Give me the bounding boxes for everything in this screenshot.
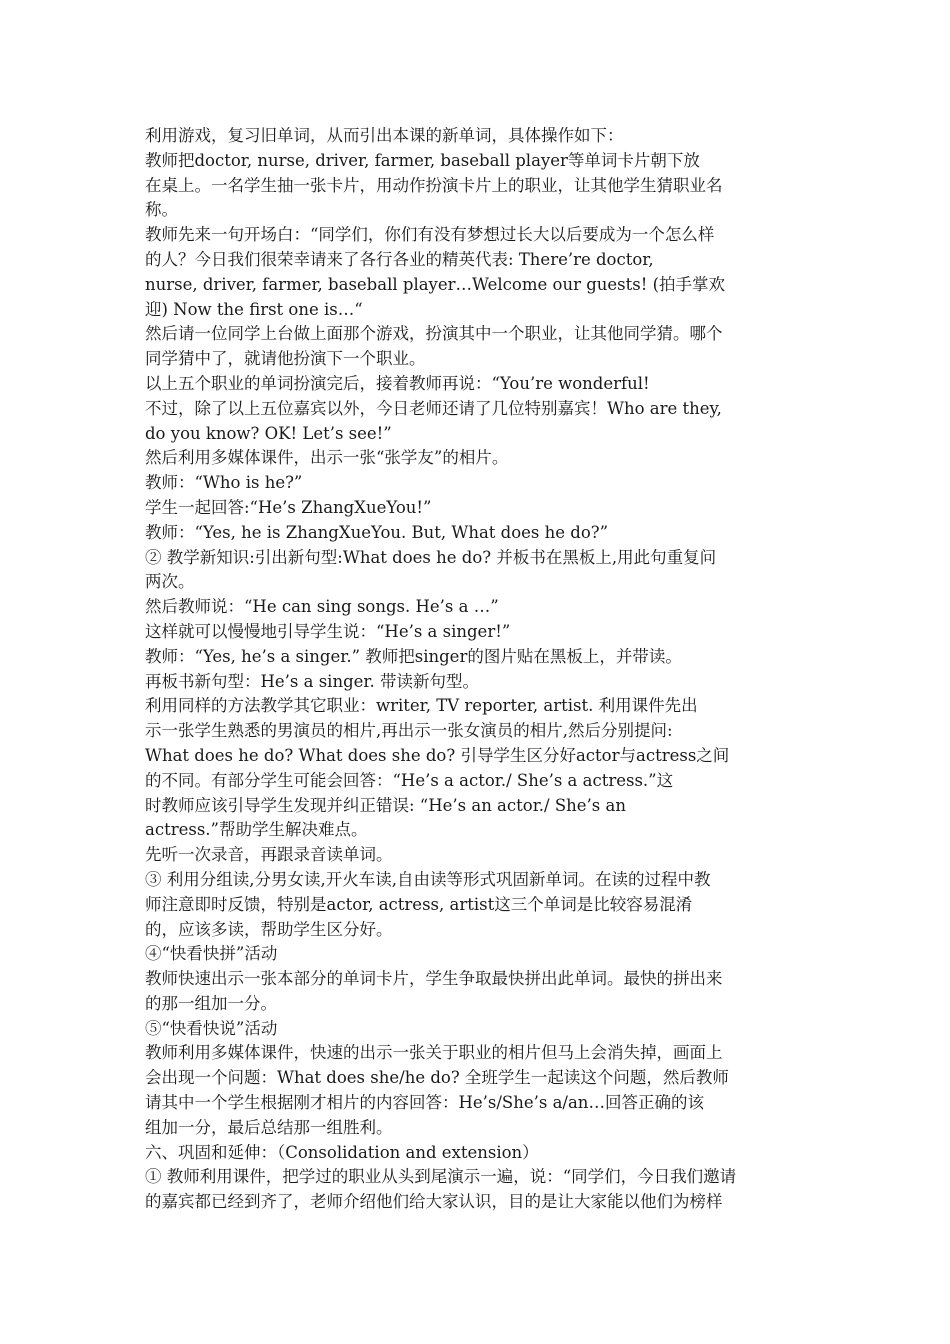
text-line: 先听一次录音，再跟录音读单词。 <box>145 845 393 865</box>
text-line: 的那一组加一分。 <box>145 993 277 1013</box>
text-line: 利用游戏，复习旧单词，从而引出本课的新单词，具体操作如下： <box>145 126 624 145</box>
text-line: 示一张学生熟悉的男演员的相片,再出示一张女演员的相片,然后分别提问: <box>145 721 673 741</box>
text-line: 再板书新句型：He’s a singer. 带读新句型。 <box>145 671 479 691</box>
text-line: do you know? OK! Let’s see!” <box>145 423 392 443</box>
text-line: 请其中一个学生根据刚才相片的内容回答：He’s/She’s a/an…回答正确的该 <box>145 1093 704 1113</box>
text-line: 教师快速出示一张本部分的单词卡片，学生争取最快拼出此单词。最快的拼出来 <box>145 969 723 989</box>
text-line: ⑤“快看快说”活动 <box>145 1018 278 1038</box>
document-page <box>145 124 810 1215</box>
text-line: 时教师应该引导学生发现并纠正错误: “He’s an actor./ She’s an <box>145 795 626 815</box>
text-line: 然后利用多媒体课件，出示一张“张学友”的相片。 <box>145 448 509 468</box>
text-line: 的，应该多读，帮助学生区分好。 <box>145 919 393 939</box>
text-line: 利用同样的方法教学其它职业：writer, TV reporter, artist. 利用课件先出 <box>145 696 698 716</box>
text-line: 两次。 <box>145 572 195 592</box>
text-line: 师注意即时反馈，特别是actor, actress, artist这三个单词是比较容易混淆 <box>145 894 693 914</box>
text-line: ④“快看快拼”活动 <box>145 944 278 964</box>
text-line: 这样就可以慢慢地引导学生说：“He’s a singer!” <box>145 621 511 641</box>
text-line: 同学猜中了，就请他扮演下一个职业。 <box>145 349 426 369</box>
text-line: 的人？今日我们很荣幸请来了各行各业的精英代表: There’re doctor, <box>145 249 654 269</box>
text-line: 教师把doctor, nurse, driver, farmer, baseball player等单词卡片朝下放 <box>145 150 700 170</box>
text-line: ① 教师利用课件，把学过的职业从头到尾演示一遍，说：“同学们，今日我们邀请 <box>145 1167 737 1187</box>
text-line: 以上五个职业的单词扮演完后，接着教师再说：“You’re wonderful! <box>145 373 650 393</box>
text-line: 教师：“Yes, he is ZhangXueYou. But, What does he do?” <box>145 522 609 542</box>
text-line: 迎) Now the first one is…“ <box>145 299 363 319</box>
text-line: 教师：“Yes, he’s a singer.” 教师把singer的图片贴在黑板上，并带读。 <box>145 646 682 666</box>
text-line: What does he do? What does she do? 引导学生区分好actor与actress之间 <box>145 745 730 765</box>
text-line: nurse, driver, farmer, baseball player…Welcome our guests! (拍手掌欢 <box>145 274 726 294</box>
text-line: 的不同。有部分学生可能会回答：“He’s a actor./ She’s a actress.”这 <box>145 770 674 790</box>
text-line: 教师：“Who is he?” <box>145 473 303 493</box>
text-line: 称。 <box>145 200 178 220</box>
text-line: 六、巩固和延伸：（Consolidation and extension） <box>145 1142 539 1162</box>
text-line: 不过，除了以上五位嘉宾以外，今日老师还请了几位特别嘉宾！Who are they, <box>145 398 722 418</box>
text-line: 组加一分，最后总结那一组胜利。 <box>145 1117 393 1137</box>
text-line: 然后请一位同学上台做上面那个游戏，扮演其中一个职业，让其他同学猜。哪个 <box>145 324 723 344</box>
text-line: 学生一起回答:“He’s ZhangXueYou!” <box>145 497 432 517</box>
text-line: ② 教学新知识:引出新句型:What does he do? 并板书在黑板上,用此句重复问 <box>145 547 717 567</box>
text-line: 会出现一个问题：What does she/he do? 全班学生一起读这个问题，然后教师 <box>145 1068 729 1088</box>
text-line: actress.”帮助学生解决难点。 <box>145 820 368 840</box>
text-line: 教师利用多媒体课件，快速的出示一张关于职业的相片但马上会消失掉，画面上 <box>145 1043 723 1063</box>
text-line: 然后教师说：“He can sing songs. He’s a …” <box>145 597 499 617</box>
text-line: 的嘉宾都已经到齐了，老师介绍他们给大家认识，目的是让大家能以他们为榜样 <box>145 1192 723 1212</box>
text-line: 教师先来一句开场白：“同学们，你们有没有梦想过长大以后要成为一个怎么样 <box>145 225 715 245</box>
text-line: ③ 利用分组读,分男女读,开火车读,自由读等形式巩固新单词。在读的过程中教 <box>145 869 711 889</box>
text-line: 在桌上。一名学生抽一张卡片，用动作扮演卡片上的职业，让其他学生猜职业名 <box>145 175 723 195</box>
